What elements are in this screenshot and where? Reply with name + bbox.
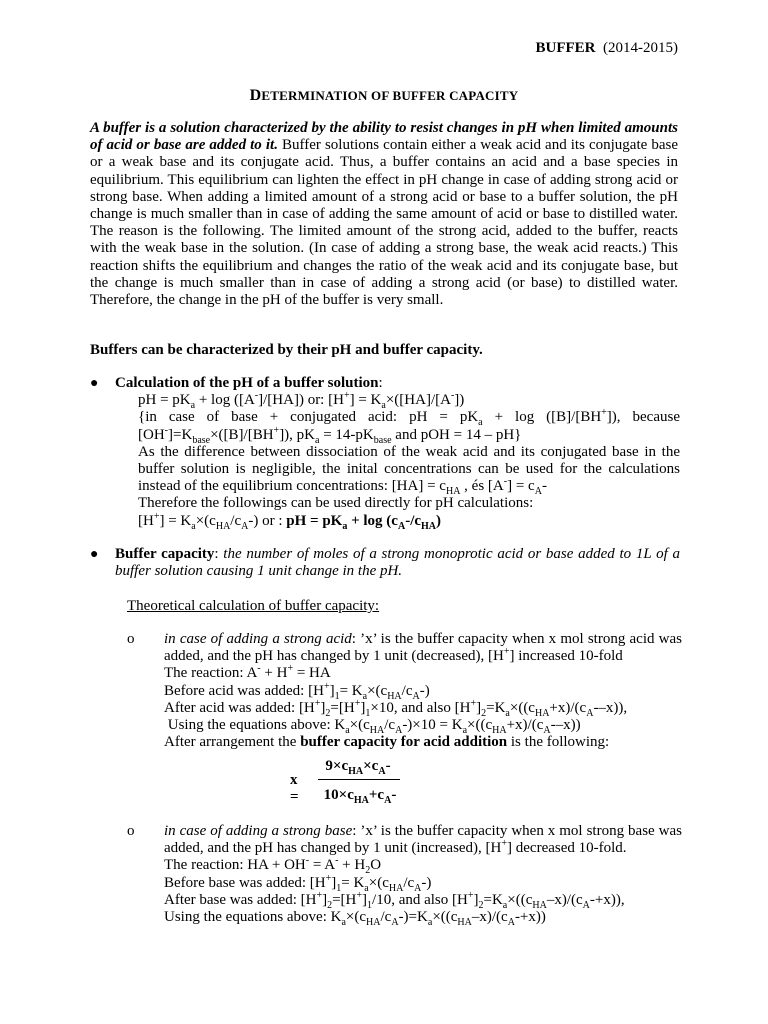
header-year: (2014-2015) (603, 40, 678, 56)
therefore-text: Therefore the followings can be used directly for pH calculations: (138, 495, 534, 512)
case-intro: in case of adding a strong base: ’x’ is the buffer capacity when x mol strong base was added, and the pH has changed by 1 unit (increased), [H+] decreased 10-fold. (164, 823, 682, 857)
formula-line: Using the equations above: $K_a\times(c_{HA}/c_A-)\times 10 = K_a\times((c_{HA}+x)/(c_A--x))$ (164, 717, 581, 737)
bullet-heading: Calculation of the pH of a buffer solution (115, 375, 379, 391)
header-title: BUFFER (535, 40, 596, 56)
bullet-icon: ● (90, 376, 99, 391)
formula-denominator: $10\times c_{HA}+c_A-$ (323, 787, 397, 806)
bullet-heading: Buffer capacity (115, 546, 215, 562)
circle-bullet-icon: o (127, 823, 135, 839)
formula-line: Before base was added: $[H^+]_1= K_a\times(c_{HA}/c_A-)$ (164, 872, 432, 894)
intro-paragraph (90, 120, 678, 309)
case-strong-acid (127, 631, 682, 751)
bullet-buffer-capacity: ● Buffer capacity: the number of moles of a strong monoprotic acid or base added to 1L of a buffer solution causing 1 unit change in the pH. (90, 546, 680, 580)
intro-text: Buffer solutions contain either a weak acid and its conjugate base or a weak base and its conjugate acid. Thus, a buffer contains an acid and a base species in equilibrium. This equilibrium can lighten the effect in pH change in case of adding strong acid or strong base. When adding a limited amount of a strong acid or base to a buffer solution, the pH change is much smaller than in case of adding the same amount of acid or base to distilled water. The reason is the following. The limited amount of the strong acid, added to the buffer, reacts with the weak base in the solution. (In case of adding a strong base, the weak acid reacts.) This reaction shifts the equilibrium and changes the ratio of the weak acid and its conjugate base, but the change is much smaller than in case of adding a strong acid (or base) to distilled water. Therefore, the change in the pH of the buffer is very small. (90, 137, 678, 309)
characterized-statement: Buffers can be characterized by their pH and buffer capacity. (90, 342, 483, 358)
formula-line: Before acid was added: $[H^+]_1= K_a\times(c_{HA}/c_A-)$ (164, 680, 430, 702)
formula-line: Using the equations above: $K_a\times(c_{HA}/c_A-)=K_a\times((c_{HA}-x)/(c_A-+x))$ (164, 909, 546, 929)
fraction-bar (318, 779, 400, 780)
bullet-icon: ● (90, 547, 99, 562)
explanation-text: As the difference between dissociation of the weak acid and its conjugated base in the buffer solution is negligible, the inital concentrations can be used for the calculations instead of the equilibrium concentrations: $[HA] = c_{HA}$ , és $[A^-] = c_A-$ (138, 443, 680, 498)
arrangement-text: After arrangement the buffer capacity for acid addition is the following: (164, 734, 610, 751)
formula-line: $[H^+] = K_a\times(c_{HA}/c_A-)$ or : pH = $pK_a + \log (c_A-/c_{HA})$ (138, 510, 442, 532)
formula-line: After acid was added: $[H^+]_2=[H^+]_1\times 10$, and also $[H^+]_2=K_a\times((c_{HA}+x)/(c_A--x))$, (164, 697, 628, 719)
formula-line: {in case of base + conjugated acid: pH = $pK_a + \log ([B]/[BH^+])$, because $[OH^-]=K_{base}\times([B]/[BH^+])$, $pK_a = 14-pK_{base}$ and pOH = 14 – pH} (138, 407, 680, 446)
buffer-capacity-definition: the number of moles of a strong monoprotic acid or base added to 1L of a buffer solution causing 1 unit change in the pH. (115, 546, 680, 580)
formula-numerator: $9\times c_{HA}\times c_A-$ (325, 758, 391, 777)
page-header (536, 40, 679, 57)
formula-line: The reaction: A- + H+ = HA (164, 663, 331, 682)
bullet-ph-calculation: ● Calculation of the pH of a buffer solution: pH = $pK_a + \log ([A^-]/[HA])$ or: $[H^+] = K_a\times([HA]/[A^-])$ {in case of base + conjugated acid: pH = $pK_a + \log ([B]/[BH^+])$, because $[OH^-]=K_{base}\times([B]/[BH^+])$, $pK_a = 14-pK_{base}$ and pOH = 14 – pH} As the difference between dissociation of the weak acid and its conjugated base in the buffer solution is negligible, the inital concentrations can be used for the calculations instead of the equilibrium concentrations: $[HA] = c_{HA}$ , és $[A^-] = c_A-$ Therefore the followings can be used directly for pH calculations: $[H^+] = K_a\times(c_{HA}/c_A-)$ or : pH = $pK_a + \log (c_A-/c_{HA})$ (90, 375, 680, 532)
page-title: DETERMINATION OF BUFFER CAPACITY (249, 87, 519, 104)
formula-line: The reaction: HA + $OH^- = A^- + H_2O$ (164, 855, 382, 877)
formula-line: pH = $pK_a + \log ([A^-]/[HA])$ or: $[H^+] = K_a\times([HA]/[A^-])$ (138, 390, 465, 412)
case-strong-base (127, 823, 682, 929)
intro-lead: A buffer is a solution characterized by the ability to resist changes in pH when limited amounts of acid or base are added to it. (90, 120, 678, 154)
formula-line: After base was added: $[H^+]_2=[H^+]_1/10$, and also $[H^+]_2=K_a\times((c_{HA}-x)/(c_A-+x))$, (164, 889, 625, 911)
circle-bullet-icon: o (127, 631, 135, 647)
case-intro: in case of adding a strong acid: ’x’ is the buffer capacity when x mol strong acid was added, and the pH has changed by 1 unit (decreased), [H+] increased 10-fold (164, 631, 682, 665)
theory-heading: Theoretical calculation of buffer capacity: (127, 598, 380, 614)
